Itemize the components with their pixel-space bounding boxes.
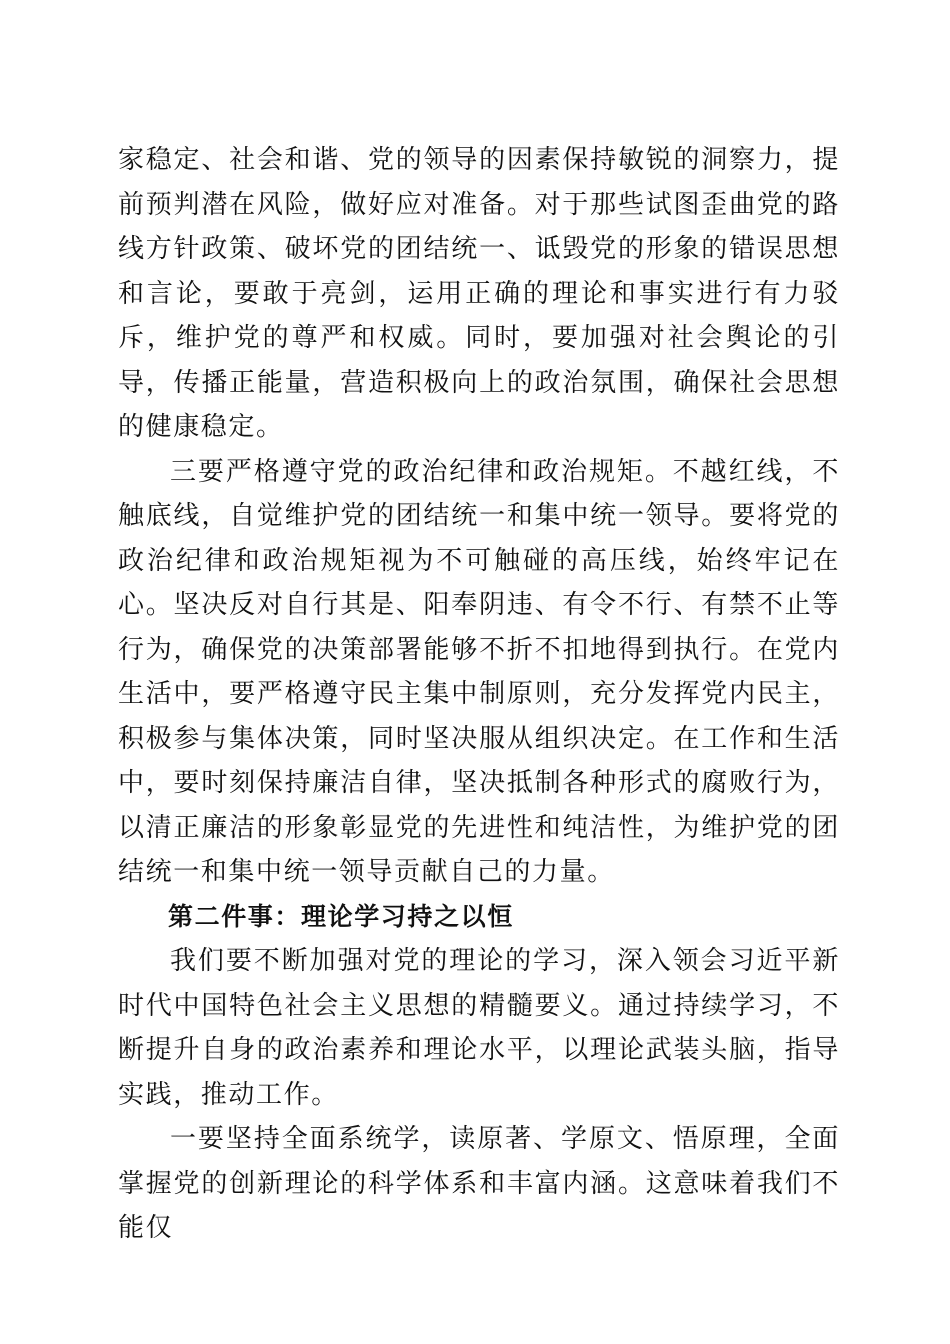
paragraph-theory-study: 我们要不断加强对党的理论的学习，深入领会习近平新时代中国特色社会主义思想的精髓要义。通过持续学习，不断提升自身的政治素养和理论水平，以理论武装头脑，指导实践，推动工作。 [118, 946, 840, 1110]
document-body [118, 138, 840, 1251]
paragraph-political-discipline: 三要严格遵守党的政治纪律和政治规矩。不越红线，不触底线，自觉维护党的团结统一和集中统一领导。要将党的政治纪律和政治规矩视为不可触碰的高压线，始终牢记在心。坚决反对自行其是、阳奉阴违、有令不行、有禁不止等行为，确保党的决策部署能够不折不扣地得到执行。在党内生活中，要严格遵守民主集中制原则，充分发挥党内民主，积极参与集体决策，同时坚决服从组织决定。在工作和生活中，要时刻保持廉洁自律，坚决抵制各种形式的腐败行为，以清正廉洁的形象彰显党的先进性和纯洁性，为维护党的团结统一和集中统一领导贡献自己的力量。 [118, 456, 840, 887]
paragraph-systematic-study: 一要坚持全面系统学，读原著、学原文、悟原理，全面掌握党的创新理论的科学体系和丰富内涵。这意味着我们不能仅 [118, 1124, 840, 1243]
paragraph-continued: 家稳定、社会和谐、党的领导的因素保持敏锐的洞察力，提前预判潜在风险，做好应对准备。对于那些试图歪曲党的路线方针政策、破坏党的团结统一、诋毁党的形象的错误思想和言论，要敢于亮剑，运用正确的理论和事实进行有力驳斥，维护党的尊严和权威。同时，要加强对社会舆论的引导，传播正能量，营造积极向上的政治氛围，确保社会思想的健康稳定。 [118, 145, 840, 442]
section-heading: 第二件事：理论学习持之以恒 [168, 901, 514, 931]
